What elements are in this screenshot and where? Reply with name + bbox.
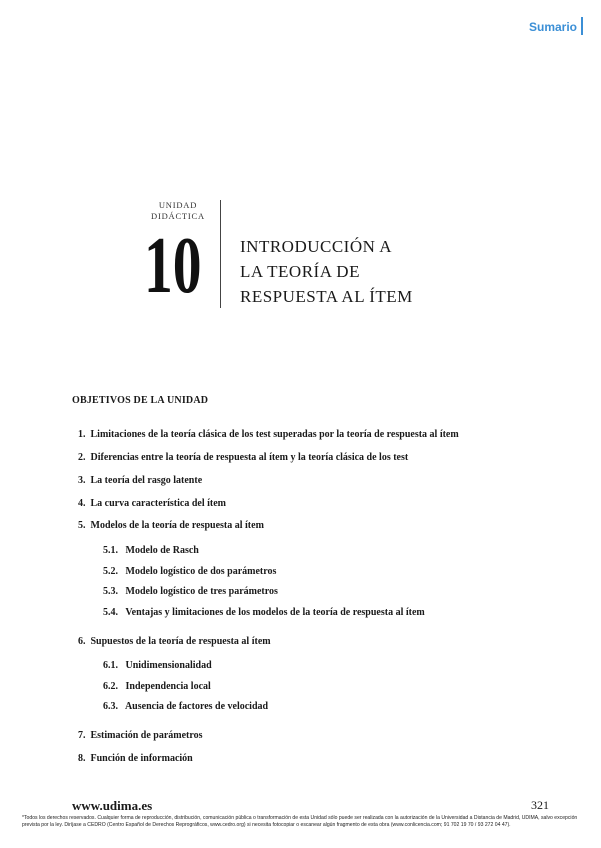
sub-objective-number: 5.2. (103, 566, 118, 577)
objective-item (78, 753, 193, 764)
unit-number: 10 (144, 222, 202, 310)
unit-title-line1: INTRODUCCIÓN A (240, 237, 392, 256)
sub-objective-item (103, 660, 212, 671)
page-number: 321 (531, 798, 549, 812)
objective-text: Supuestos de la teoría de respuesta al ítem (90, 636, 271, 647)
unit-title (240, 234, 413, 309)
sub-objective-item (103, 701, 268, 712)
sub-objective-item (103, 545, 199, 556)
objectives-heading: OBJETIVOS DE LA UNIDAD (72, 395, 209, 406)
objective-text: La curva característica del ítem (90, 498, 227, 509)
footer-url[interactable]: www.udima.es (72, 798, 153, 813)
objective-number: 4. (78, 498, 86, 509)
unit-title-line2: LA TEORÍA DE (240, 262, 360, 281)
objective-text: Diferencias entre la teoría de respuesta al ítem y la teoría clásica de los test (90, 452, 409, 463)
sub-objective-text: Ausencia de factores de velocidad (124, 701, 269, 712)
objective-text: Estimación de parámetros (90, 730, 203, 741)
objective-item (78, 452, 408, 463)
sub-objective-item (103, 566, 276, 577)
objective-number: 2. (78, 452, 86, 463)
objective-item (78, 730, 203, 741)
objective-text: Limitaciones de la teoría clásica de los test superadas por la teoría de respuesta al ítem (90, 429, 459, 440)
sub-objective-number: 6.3. (103, 701, 118, 712)
sub-objective-text: Unidimensionalidad (125, 660, 212, 671)
objective-number: 7. (78, 730, 86, 741)
sub-objective-number: 6.1. (103, 660, 118, 671)
objective-item (78, 520, 264, 531)
objective-number: 6. (78, 636, 86, 647)
title-divider (220, 200, 221, 308)
objective-number: 5. (78, 520, 86, 531)
objective-item (78, 498, 226, 509)
sub-objective-item (103, 681, 211, 692)
objective-number: 1. (78, 429, 86, 440)
unit-label-line1: UNIDAD (158, 200, 198, 210)
sumario-divider (581, 17, 583, 35)
sub-objective-text: Modelo logístico de tres parámetros (125, 586, 278, 597)
objective-text: La teoría del rasgo latente (90, 475, 203, 486)
objective-item (78, 475, 202, 486)
objective-text: Modelos de la teoría de respuesta al ítem (90, 520, 264, 531)
sub-objective-number: 6.2. (103, 681, 118, 692)
sumario-link[interactable]: Sumario (528, 20, 577, 34)
unit-label-line2: DIDÁCTICA (151, 211, 205, 221)
sub-objective-item (103, 607, 425, 618)
objective-item (78, 429, 459, 440)
sub-objective-text: Modelo logístico de dos parámetros (125, 566, 277, 577)
sub-objective-number: 5.4. (103, 607, 118, 618)
objective-number: 8. (78, 753, 86, 764)
sub-objective-item (103, 586, 278, 597)
sub-objective-number: 5.1. (103, 545, 118, 556)
sub-objective-text: Modelo de Rasch (125, 545, 199, 556)
sub-objective-text: Ventajas y limitaciones de los modelos de la teoría de respuesta al ítem (125, 607, 425, 618)
objective-item (78, 636, 271, 647)
sub-objective-number: 5.3. (103, 586, 118, 597)
objective-text: Función de información (90, 753, 193, 764)
sub-objective-text: Independencia local (125, 681, 211, 692)
legal-notice: *Todos los derechos reservados. Cualquier forma de reproducción, distribución, comunicación pública o transformación de esta Unidad sólo puede ser realizada con la autorización de la Universidad a Distancia de Madrid, UDIMA, salvo excepción prevista por la ley. Diríjase a CEDRO (Centro Español de Derechos Reprográficos, www.cedro.org) si necesita fotocopiar o escanear algún fragmento de esta obra (www.conlicencia.com; 91 702 19 70 / 93 272 04 47). (22, 815, 578, 829)
unit-title-line3: RESPUESTA AL ÍTEM (240, 287, 413, 306)
objective-number: 3. (78, 475, 86, 486)
unit-label (149, 200, 207, 222)
